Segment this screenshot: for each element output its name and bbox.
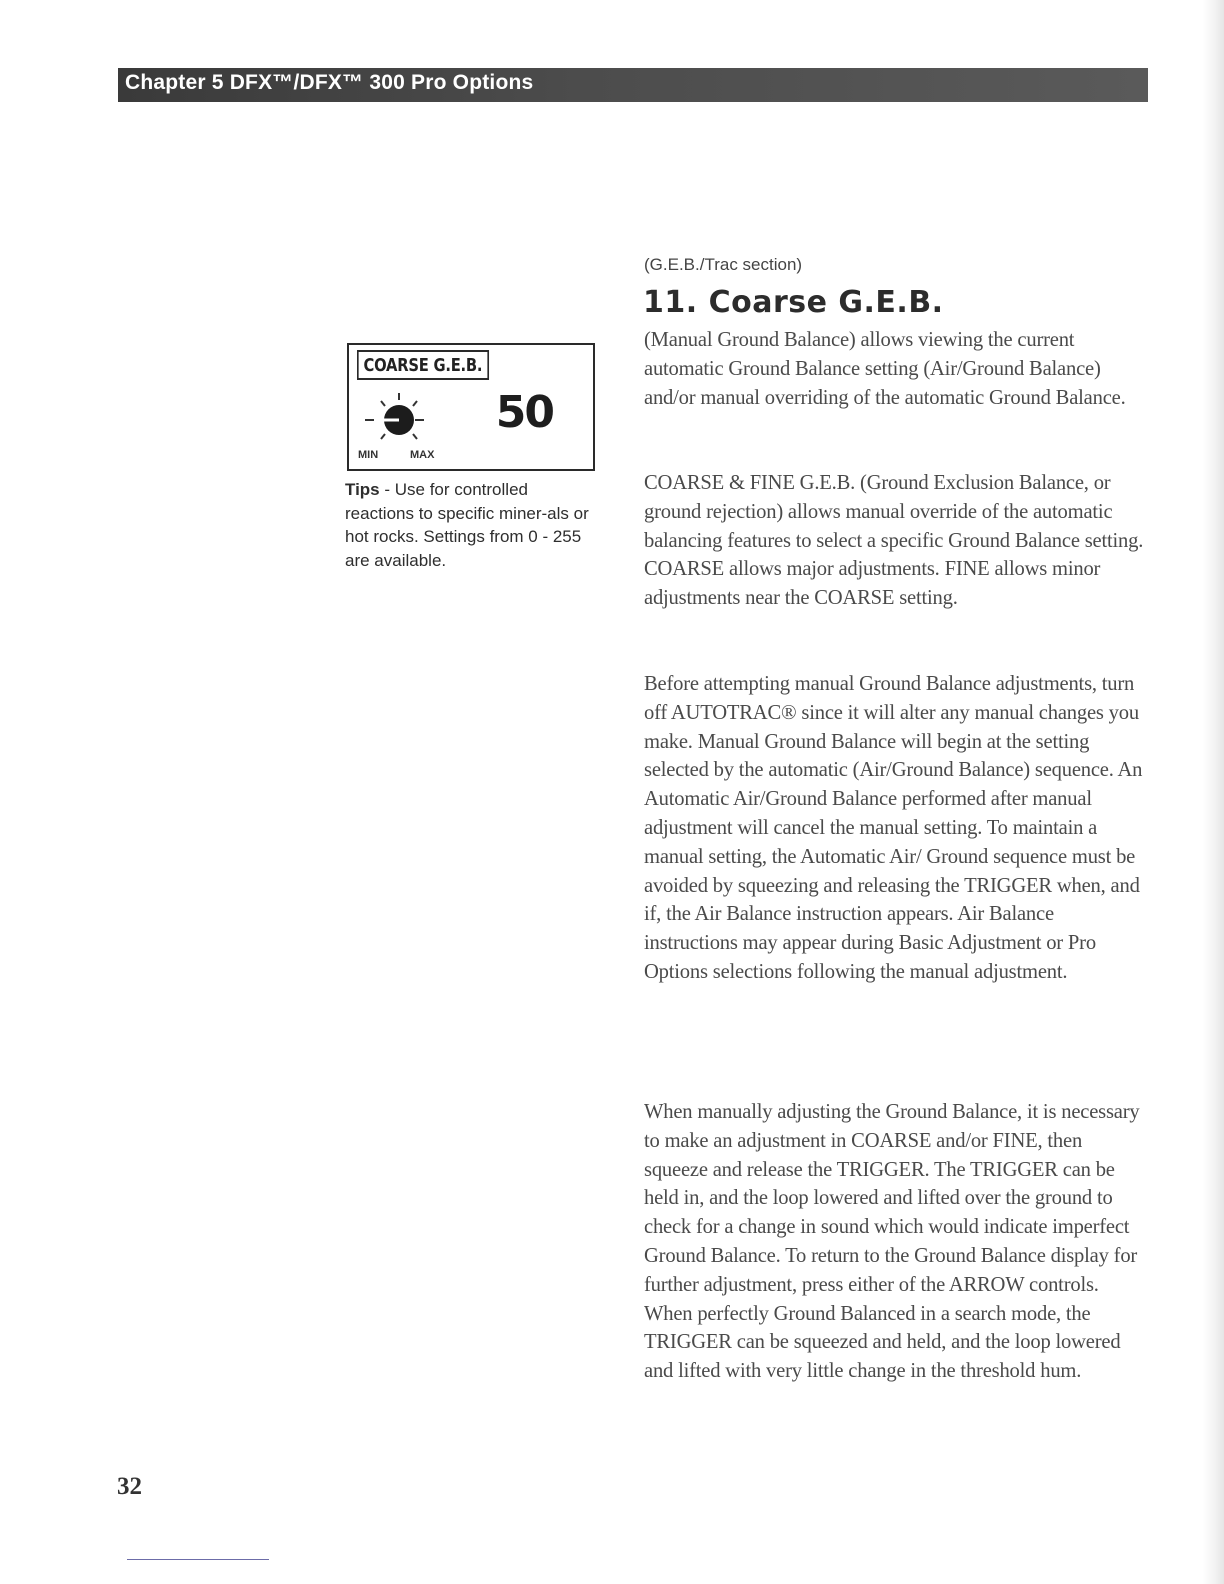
tips-label: Tips (345, 480, 380, 499)
display-value: 50 (495, 387, 553, 438)
body-paragraph-2: COARSE & FINE G.E.B. (Ground Exclusion Balance, or ground rejection) allows manual override of the automatic balancing features to select a specific Ground Balance setting. COARSE allows major adjustments. FINE allows minor adjustments near the COARSE setting. (644, 472, 1144, 610)
tips-text: - Use for controlled reactions to specific miner-als or hot rocks. Settings from 0 - 255 are available. (345, 480, 589, 570)
section-tag: (G.E.B./Trac section) (644, 255, 803, 274)
section-heading: 11. Coarse G.E.B. (643, 285, 944, 320)
display-mode-label: COARSE G.E.B. (357, 350, 489, 380)
chapter-header-bar (118, 68, 1148, 102)
control-knob-icon (355, 383, 427, 453)
lcd-display-illustration (347, 343, 595, 471)
chapter-title: Chapter 5 DFX™/DFX™ 300 Pro Options (125, 71, 534, 94)
page-edge-shadow (1202, 0, 1224, 1584)
body-paragraph-3: Before attempting manual Ground Balance adjustments, turn off AUTOTRAC® since it will alter any manual changes you make. Manual Ground Balance will begin at the setting selected by the automatic (Air/Ground Balance) sequence. An Automatic Air/Ground Balance performed after manual adjustment will cancel the manual setting. To maintain a manual setting, the Automatic Air/ Ground sequence must be avoided by squeezing and releasing the TRIGGER when, and if, the Air Balance instruction appears. Air Balance instructions may appear during Basic Adjustment or Pro Options selections following the manual adjustment. (644, 673, 1143, 983)
body-paragraph-4: When manually adjusting the Ground Balance, it is necessary to make an adjustment in COARSE and/or FINE, then squeeze and release the TRIGGER. The TRIGGER can be held in, and the loop lowered and lifted over the ground to check for a change in sound which would indicate imperfect Ground Balance. To return to the Ground Balance display for further adjustment, press either of the ARROW controls. When perfectly Ground Balanced in a search mode, the TRIGGER can be squeezed and held, and the loop lowered and lifted with very little change in the threshold hum. (644, 1101, 1140, 1383)
footer-rule (127, 1559, 269, 1560)
knob-min-label: MIN (358, 449, 379, 461)
tips-note (345, 478, 595, 572)
knob-max-label: MAX (410, 449, 435, 461)
page-number: 32 (117, 1473, 142, 1500)
body-paragraph-1: (Manual Ground Balance) allows viewing the current automatic Ground Balance setting (Air/Ground Balance) and/or manual overriding of the automatic Ground Balance. (644, 329, 1126, 409)
